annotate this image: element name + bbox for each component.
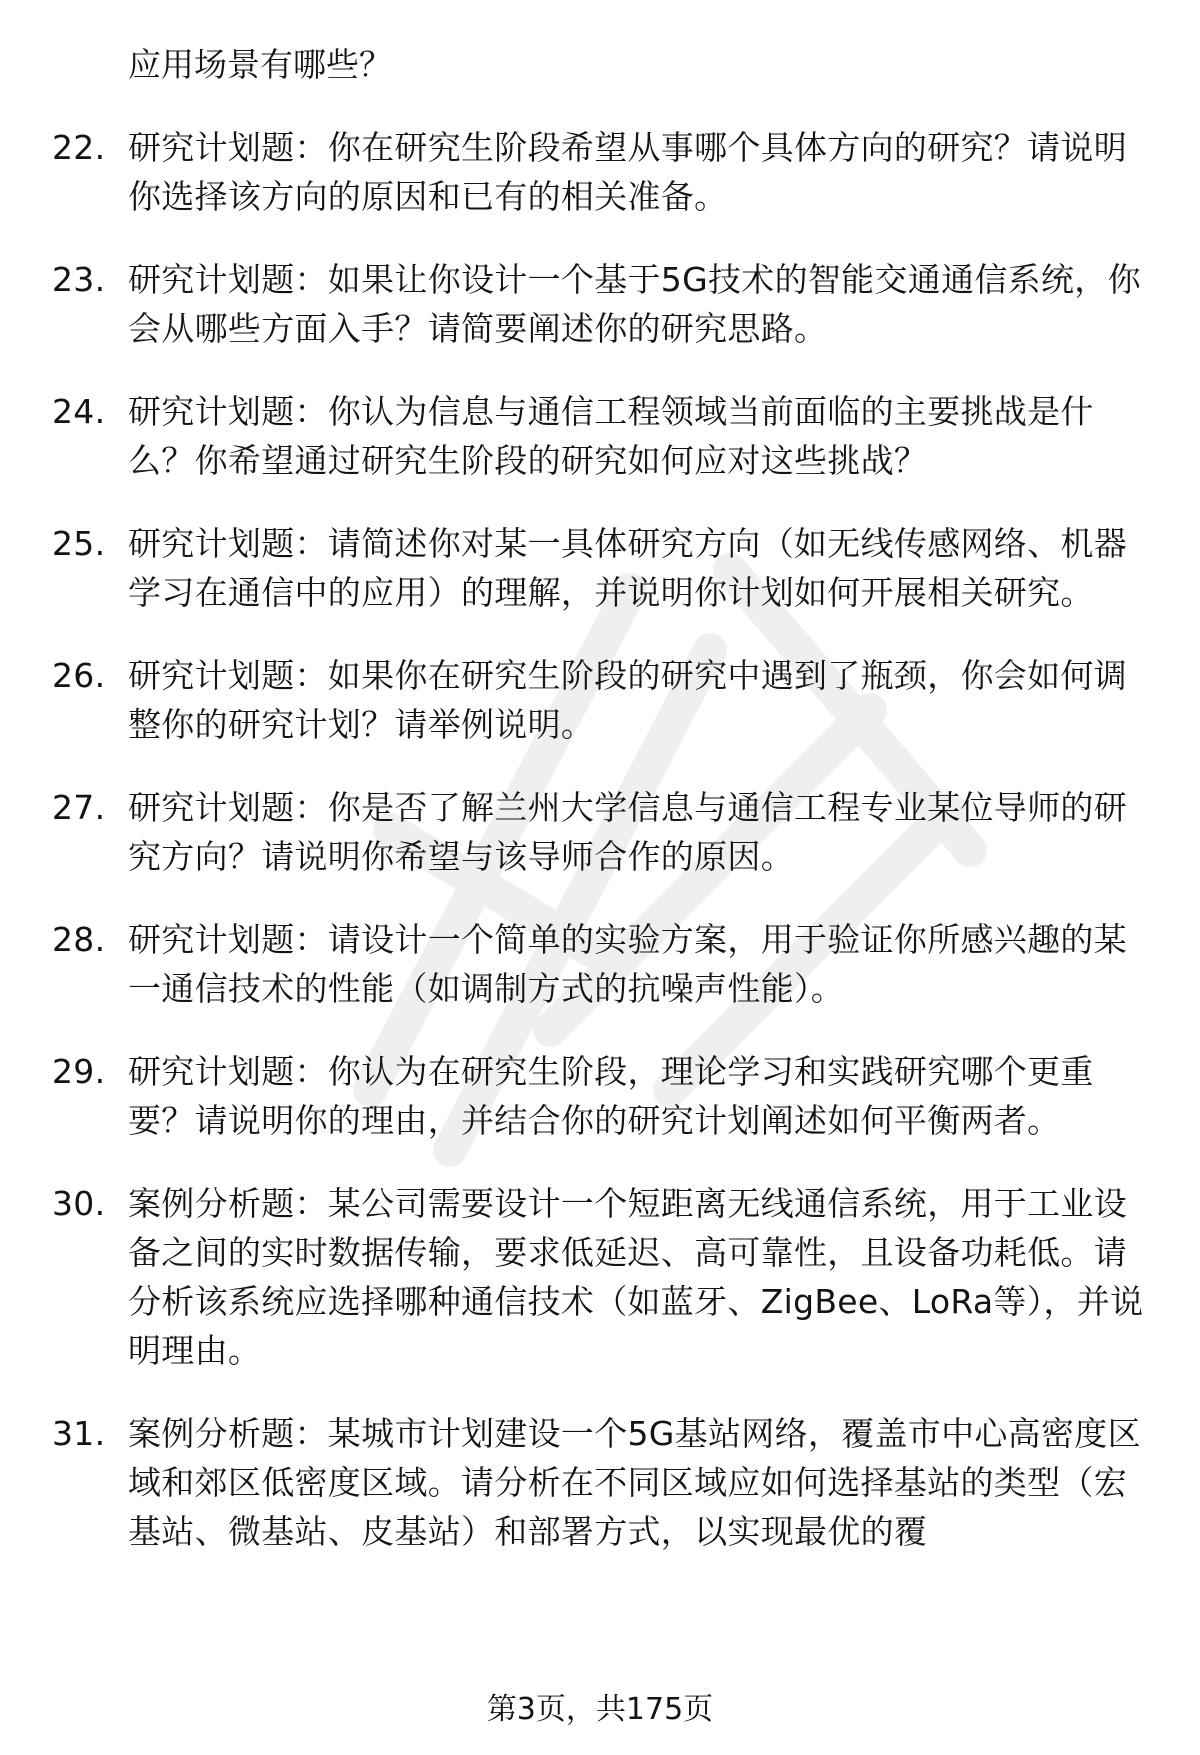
list-item — [0, 651, 1200, 749]
list-item — [0, 783, 1200, 881]
list-item — [0, 519, 1200, 617]
question-list — [0, 45, 1200, 1590]
item-text: 研究计划题：你是否了解兰州大学信息与通信工程专业某位导师的研究方向？请说明你希望与该导师合作的原因。 — [128, 788, 1127, 876]
item-text: 研究计划题：你在研究生阶段希望从事哪个具体方向的研究？请说明你选择该方向的原因和已有的相关准备。 — [128, 128, 1127, 216]
item-text: 研究计划题：如果让你设计一个基于5G技术的智能交通通信系统，你会从哪些方面入手？请简要阐述你的研究思路。 — [128, 260, 1141, 348]
item-text: 案例分析题：某城市计划建设一个5G基站网络，覆盖市中心高密度区域和郊区低密度区域。请分析在不同区域应如何选择基站的类型（宏基站、微基站、皮基站）和部署方式，以实现最优的覆 — [128, 1414, 1141, 1551]
item-number: 26. — [52, 656, 106, 695]
item-text: 研究计划题：你认为信息与通信工程领域当前面临的主要挑战是什么？你希望通过研究生阶段的研究如何应对这些挑战？ — [128, 392, 1094, 480]
item-number: 22. — [52, 128, 106, 167]
list-item — [0, 1409, 1200, 1556]
item-text: 研究计划题：请简述你对某一具体研究方向（如无线传感网络、机器学习在通信中的应用）的理解，并说明你计划如何开展相关研究。 — [128, 524, 1127, 612]
list-item — [0, 915, 1200, 1013]
item-number: 30. — [52, 1184, 106, 1223]
item-number: 23. — [52, 260, 106, 299]
page-number: 第3页，共175页 — [486, 1692, 714, 1727]
item-number: 25. — [52, 524, 106, 563]
item-number: 29. — [52, 1052, 106, 1091]
item-number: 27. — [52, 788, 106, 827]
item-number: 28. — [52, 920, 106, 959]
item-text: 研究计划题：请设计一个简单的实验方案，用于验证你所感兴趣的某一通信技术的性能（如调制方式的抗噪声性能）。 — [128, 920, 1127, 1008]
list-item — [0, 255, 1200, 353]
list-item — [0, 123, 1200, 221]
list-item — [0, 1179, 1200, 1375]
list-item — [0, 1047, 1200, 1145]
item-text: 研究计划题：如果你在研究生阶段的研究中遇到了瓶颈，你会如何调整你的研究计划？请举例说明。 — [128, 656, 1127, 744]
item-text: 案例分析题：某公司需要设计一个短距离无线通信系统，用于工业设备之间的实时数据传输，要求低延迟、高可靠性，且设备功耗低。请分析该系统应选择哪种通信技术（如蓝牙、ZigBee、LoRa等），并说明理由。 — [128, 1184, 1144, 1370]
list-item — [0, 387, 1200, 485]
item-text: 研究计划题：你认为在研究生阶段，理论学习和实践研究哪个更重要？请说明你的理由，并结合你的研究计划阐述如何平衡两者。 — [128, 1052, 1094, 1140]
item-number: 31. — [52, 1414, 106, 1453]
item-number: 24. — [52, 392, 106, 431]
continued-text: 应用场景有哪些？ — [128, 45, 392, 84]
